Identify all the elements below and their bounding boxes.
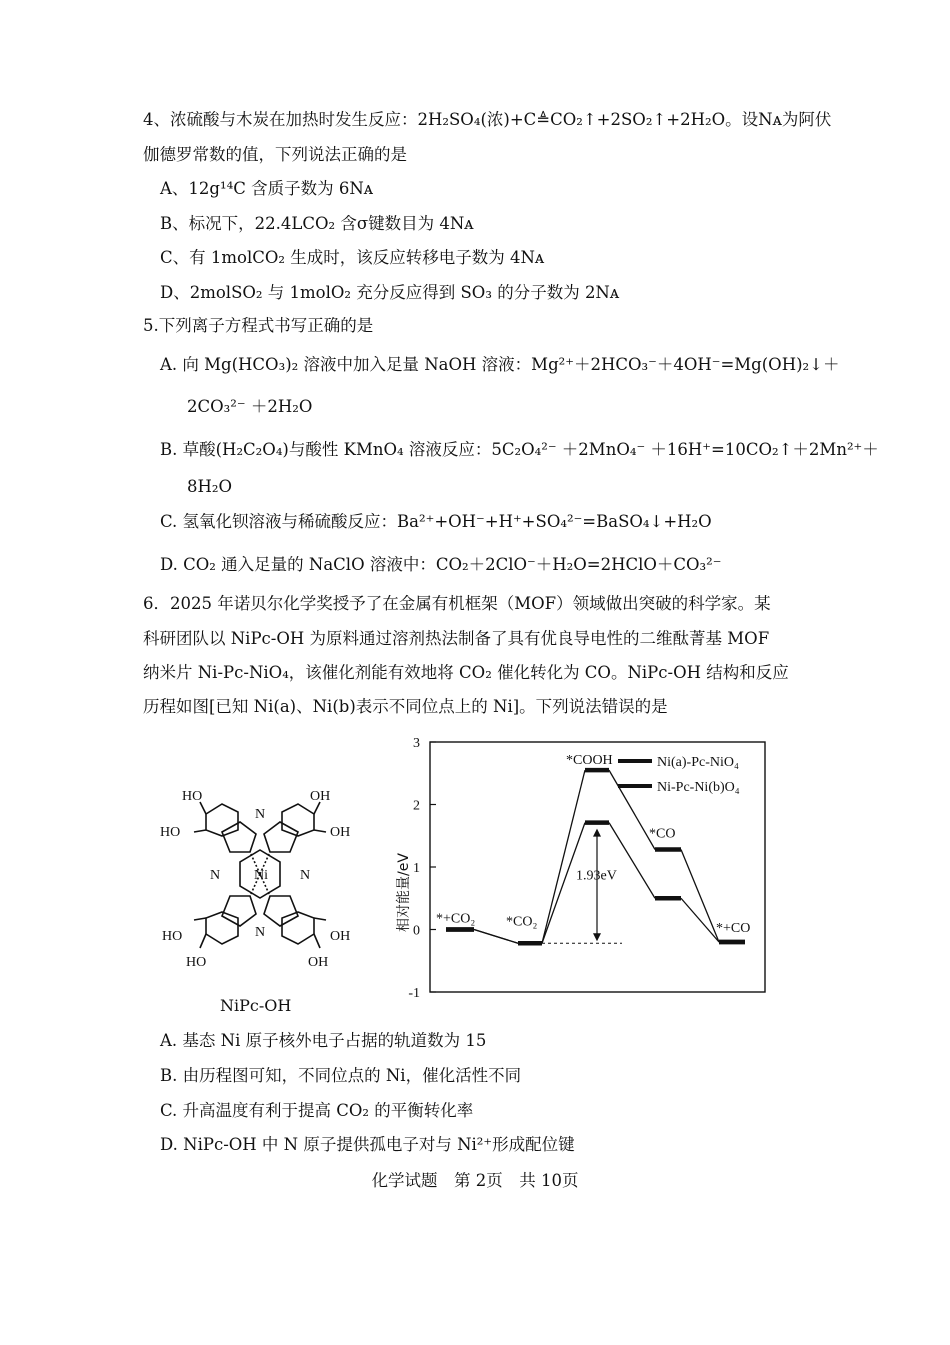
ho-label-3: HO (162, 929, 183, 944)
q6-option-b: B. 由历程图可知，不同位点的 Ni，催化活性不同 (160, 1066, 522, 1085)
legend-label-series-2: Ni-Pc-Ni(b)O₄ (657, 780, 740, 795)
connector-2-1 (474, 930, 518, 944)
y-tick-label: 1 (413, 861, 420, 876)
q5-option-c: C. 氢氧化钡溶液与稀硫酸反应：Ba²⁺+OH⁻+H⁺+SO₄²⁻=BaSO₄↓+H₂O (160, 512, 712, 531)
q4-stem-line2: 伽德罗常数的值，下列说法正确的是 (143, 145, 407, 164)
q4-option-a: A、12g¹⁴C 含质子数为 6Nᴀ (160, 179, 374, 198)
connector-1-4 (681, 850, 719, 943)
q5-stem: 5.下列离子方程式书写正确的是 (143, 316, 374, 335)
barrier-arrow-head-up (593, 829, 601, 837)
step-label-4: *CO (649, 826, 676, 842)
energy-profile-chart (390, 732, 780, 1000)
ho-label-4: HO (186, 955, 207, 970)
step-label-2: *CO₂ (506, 914, 538, 930)
y-tick-label: 0 (413, 923, 420, 939)
oh-label-3: OH (330, 929, 351, 944)
y-tick-label: -1 (408, 986, 420, 1000)
q5-option-d: D. CO₂ 通入足量的 NaClO 溶液中：CO₂＋2ClO⁻＋H₂O=2HClO＋CO₃²⁻ (160, 555, 722, 574)
ho-label-2: HO (160, 825, 181, 840)
q6-option-d: D. NiPc-OH 中 N 原子提供孤电子对与 Ni²⁺形成配位键 (160, 1135, 575, 1154)
oh-label-4: OH (308, 955, 329, 970)
n-atom-label-right: N (300, 868, 311, 883)
q6-option-a: A. 基态 Ni 原子核外电子占据的轨道数为 15 (160, 1031, 487, 1050)
q6-stem-line1: 6．2025 年诺贝尔化学奖授予了在金属有机框架（MOF）领域做出突破的科学家。某 (143, 594, 771, 613)
page-footer: 化学试题 第 2页 共 10页 (371, 1171, 579, 1190)
q4-option-c: C、有 1molCO₂ 生成时，该反应转移电子数为 4Nᴀ (160, 248, 545, 267)
connector-1-2 (542, 770, 585, 943)
nipc-oh-structure (150, 780, 370, 980)
oh-label-2: OH (330, 825, 351, 840)
step-label-5: *+CO (716, 921, 751, 936)
connector-2-4 (681, 898, 719, 942)
ni-atom-label: Ni (254, 868, 268, 883)
y-axis-label: 相对能量/eV (396, 853, 412, 932)
n-atom-label-top: N (255, 807, 266, 822)
q6-stem-line2: 科研团队以 NiPc-OH 为原料通过溶剂热法制备了具有优良导电性的二维酞菁基 MOF (143, 629, 770, 648)
barrier-energy-label: 1.93eV (576, 868, 617, 884)
q6-option-c: C. 升高温度有利于提高 CO₂ 的平衡转化率 (160, 1101, 474, 1120)
legend (618, 755, 740, 795)
oh-label-1: OH (310, 789, 331, 804)
step-label-3: *COOH (566, 753, 613, 769)
structure-caption: NiPc-OH (220, 996, 292, 1015)
q4-stem-line1: 4、浓硫酸与木炭在加热时发生反应：2H₂SO₄(浓)+C≜CO₂↑+2SO₂↑+2H₂O。设Nᴀ为阿伏 (143, 110, 832, 129)
n-atom-label-bottom: N (255, 925, 266, 940)
y-tick-label: 3 (413, 736, 420, 751)
q5-option-b-line1: B. 草酸(H₂C₂O₄)与酸性 KMnO₄ 溶液反应：5C₂O₄²⁻ ＋2MnO₄⁻ ＋16H⁺=10CO₂↑＋2Mn²⁺＋ (160, 440, 879, 459)
q5-option-a-line2: 2CO₃²⁻ ＋2H₂O (187, 397, 313, 416)
step-label-1: *+CO₂ (436, 911, 476, 927)
legend-label-series-1: Ni(a)-Pc-NiO₄ (657, 755, 739, 770)
barrier-arrow-head-down (593, 933, 601, 941)
q5-option-b-line2: 8H₂O (187, 477, 233, 496)
n-atom-label-left: N (210, 868, 221, 883)
q5-option-a-line1: A. 向 Mg(HCO₃)₂ 溶液中加入足量 NaOH 溶液：Mg²⁺＋2HCO₃⁻＋4OH⁻=Mg(OH)₂↓＋ (160, 355, 840, 374)
q6-stem-line3: 纳米片 Ni-Pc-NiO₄，该催化剂能有效地将 CO₂ 催化转化为 CO。NiPc-OH 结构和反应 (143, 663, 789, 682)
q6-stem-line4: 历程如图[已知 Ni(a)、Ni(b)表示不同位点上的 Ni]。下列说法错误的是 (143, 697, 668, 716)
y-tick-label: 2 (413, 798, 420, 814)
q4-option-b: B、标况下，22.4LCO₂ 含σ键数目为 4Nᴀ (160, 214, 474, 233)
ho-label-1: HO (182, 789, 203, 804)
q4-option-d: D、2molSO₂ 与 1molO₂ 充分反应得到 SO₃ 的分子数为 2Nᴀ (160, 283, 620, 302)
